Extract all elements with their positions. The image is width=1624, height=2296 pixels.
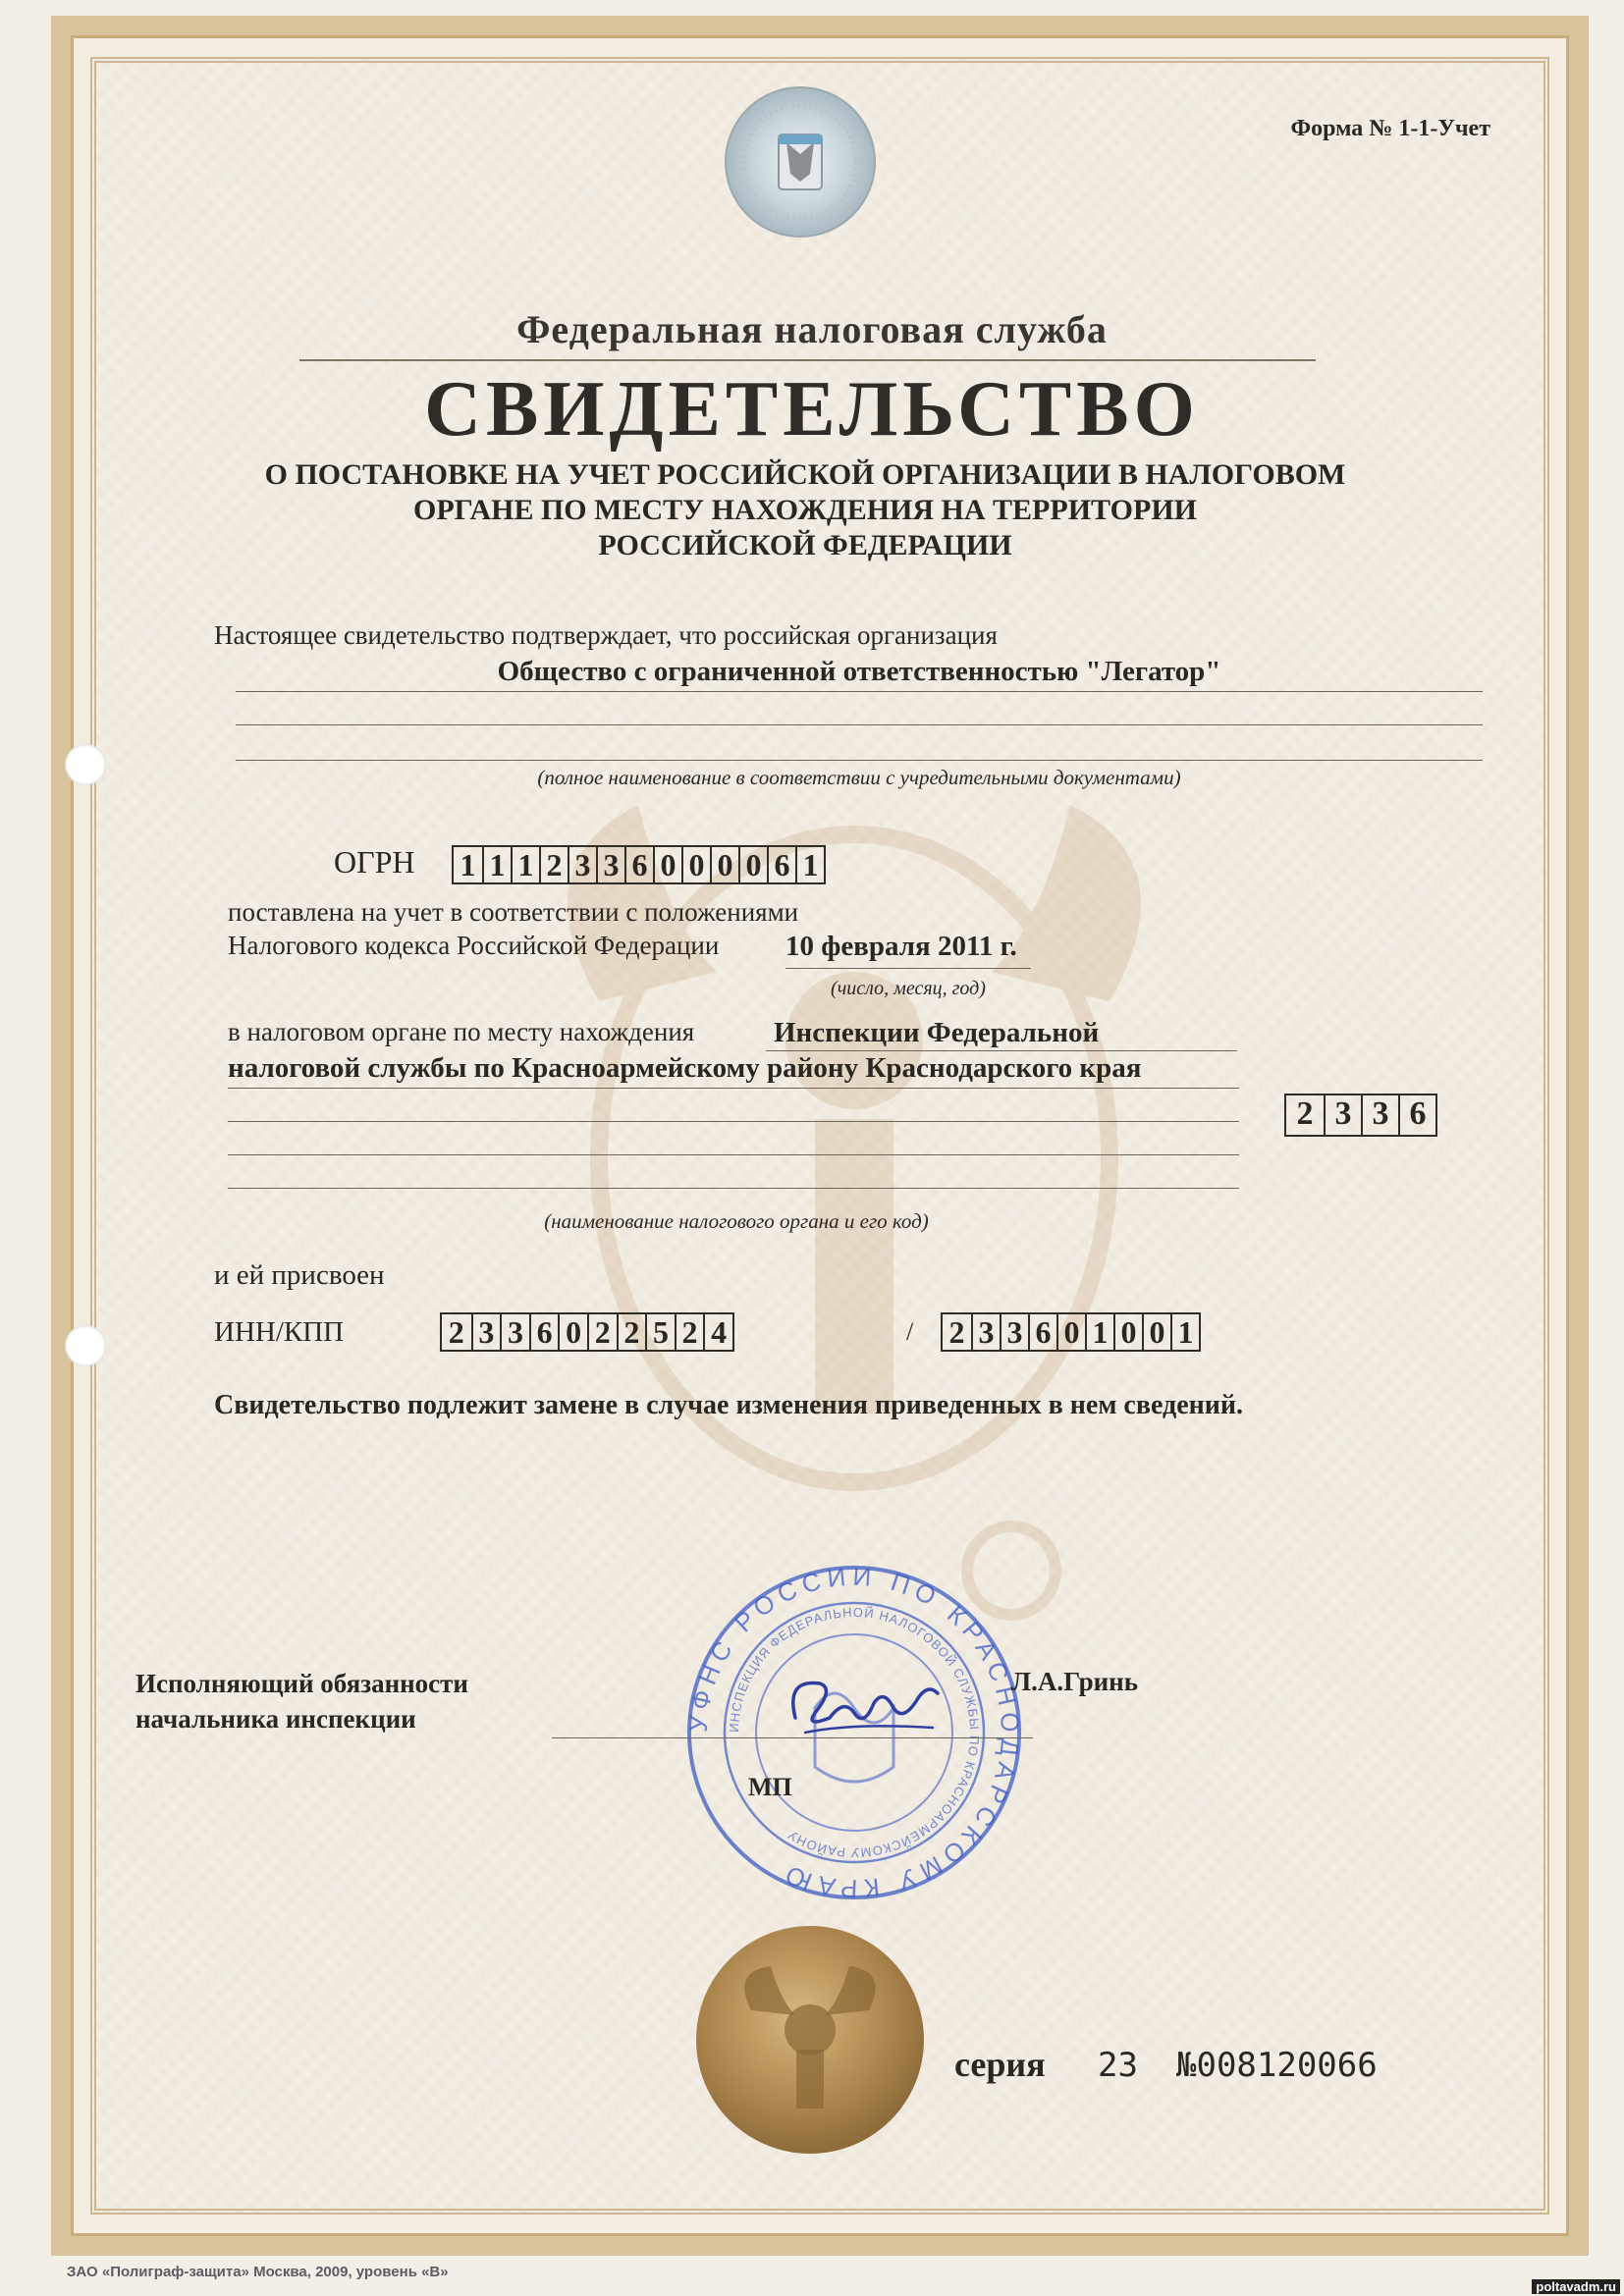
form-line <box>236 724 1483 725</box>
form-line <box>228 1154 1239 1155</box>
printer-imprint: ЗАО «Полиграф-защита» Москва, 2009, уровень «В» <box>67 2264 449 2280</box>
form-line <box>236 760 1483 761</box>
kpp-digit: 2 <box>948 1314 965 1350</box>
organization-name: Общество с ограниченной ответственностью "Легатор" <box>497 656 1221 687</box>
tax-organ-name-line2: налоговой службы по Красноармейскому району Краснодарского края <box>228 1052 1142 1084</box>
binder-hole <box>65 1325 106 1366</box>
ogrn-digit: 0 <box>681 847 710 882</box>
kpp-digit: 0 <box>1113 1314 1142 1350</box>
inn-digit: 4 <box>703 1314 732 1350</box>
registration-text: поставлена на учет в соответствии с положениями <box>228 897 799 927</box>
inn-kpp-separator: / <box>906 1317 914 1346</box>
form-line <box>236 691 1483 692</box>
replacement-note: Свидетельство подлежит замене в случае изменения приведенных в нем сведений. <box>214 1390 1244 1420</box>
code-digit: 3 <box>1324 1095 1361 1135</box>
subtitle-line: О ПОСТАНОВКЕ НА УЧЕТ РОССИЙСКОЙ ОРГАНИЗАЦИИ В НАЛОГОВОМ <box>264 458 1346 491</box>
certificate-number: №008120066 <box>1176 2046 1378 2085</box>
code-digit: 6 <box>1398 1095 1435 1135</box>
series-label: серия <box>954 2045 1046 2084</box>
form-line <box>785 968 1031 969</box>
ogrn-digit: 2 <box>539 847 568 882</box>
kpp-digit: 3 <box>1000 1314 1028 1350</box>
kpp-digit: 1 <box>1085 1314 1113 1350</box>
inn-digit: 0 <box>558 1314 587 1350</box>
ogrn-digit: 1 <box>482 847 511 882</box>
stamp-outer-text: УФНС РОССИИ ПО КРАСНОДАРСКОМУ КРАЮ <box>682 1561 1026 1904</box>
kpp-digit: 0 <box>1142 1314 1170 1350</box>
inn-digit: 3 <box>500 1314 529 1350</box>
binder-hole <box>65 744 106 785</box>
ogrn-digit: 1 <box>460 847 476 882</box>
series-value: 23 <box>1098 2046 1138 2085</box>
inn-digit: 2 <box>448 1314 464 1350</box>
inn-digit: 3 <box>471 1314 501 1350</box>
code-digit: 3 <box>1361 1095 1398 1135</box>
form-number: Форма № 1-1-Учет <box>1290 116 1490 141</box>
document-title: СВИДЕТЕЛЬСТВО <box>424 366 1200 453</box>
tax-organ-name-line1: Инспекции Федеральной <box>774 1017 1100 1048</box>
inn-digit: 2 <box>675 1314 704 1350</box>
inn-digit: 2 <box>617 1314 646 1350</box>
inn-kpp-label: ИНН/КПП <box>214 1316 345 1348</box>
inn-digit-boxes <box>440 1312 734 1352</box>
inn-digit: 5 <box>645 1314 675 1350</box>
ogrn-digit: 0 <box>710 847 738 882</box>
signer-name: Л.А.Гринь <box>1011 1667 1139 1696</box>
ogrn-digit: 6 <box>767 847 795 882</box>
confirm-text: Настоящее свидетельство подтверждает, что российская организация <box>214 620 998 650</box>
kpp-digit: 3 <box>971 1314 1000 1350</box>
code-digit: 2 <box>1296 1095 1314 1132</box>
signer-title <box>135 1666 468 1736</box>
kpp-digit: 0 <box>1056 1314 1085 1350</box>
form-line <box>228 1188 1239 1189</box>
subtitle-line: РОССИЙСКОЙ ФЕДЕРАЦИИ <box>598 529 1012 561</box>
subtitle-line: ОРГАНЕ ПО МЕСТУ НАХОЖДЕНИЯ НА ТЕРРИТОРИИ <box>412 494 1197 526</box>
site-watermark: poltavadm.ru <box>1532 2279 1620 2294</box>
assigned-label: и ей присвоен <box>214 1259 385 1291</box>
agency-underline <box>299 359 1316 361</box>
inn-digit: 6 <box>529 1314 559 1350</box>
tax-organ-code-boxes <box>1284 1094 1437 1137</box>
ogrn-digit: 1 <box>795 847 824 882</box>
tax-code-text: Налогового кодекса Российской Федерации <box>228 931 720 960</box>
ogrn-digit: 6 <box>624 847 653 882</box>
signature-icon <box>776 1659 952 1747</box>
form-line <box>228 1121 1239 1122</box>
tax-organ-label: в налоговом органе по месту нахождения <box>228 1017 695 1046</box>
ogrn-digit: 0 <box>738 847 767 882</box>
tax-organ-caption: (наименование налогового органа и его код) <box>544 1209 929 1233</box>
hologram-emblem-icon <box>722 83 879 240</box>
inn-digit: 2 <box>587 1314 617 1350</box>
kpp-digit-boxes <box>941 1312 1201 1352</box>
agency-name: Федеральная налоговая служба <box>516 307 1108 351</box>
seal-place-label: МП <box>748 1773 792 1801</box>
gold-eagle-seal-icon <box>692 1922 928 2158</box>
kpp-digit: 1 <box>1170 1314 1199 1350</box>
ogrn-digit: 3 <box>596 847 624 882</box>
document-subtitle <box>226 457 1384 563</box>
signature-line <box>552 1737 1033 1738</box>
signer-title-line: Исполняющий обязанности <box>135 1669 468 1698</box>
ogrn-digit: 3 <box>568 847 596 882</box>
form-line <box>766 1050 1237 1051</box>
kpp-digit: 6 <box>1028 1314 1056 1350</box>
stamp-inner-text: ИНСПЕКЦИЯ ФЕДЕРАЛЬНОЙ НАЛОГОВОЙ СЛУЖБЫ ПО КРАСНОАРМЕЙСКОМУ РАЙОНУ <box>726 1604 983 1861</box>
ogrn-digit: 1 <box>511 847 539 882</box>
organization-caption: (полное наименование в соответствии с учредительными документами) <box>537 766 1181 789</box>
form-line <box>228 1088 1239 1089</box>
signer-title-line: начальника инспекции <box>135 1704 416 1734</box>
date-caption: (число, месяц, год) <box>831 978 986 999</box>
ogrn-digit-boxes <box>452 845 826 884</box>
registration-date: 10 февраля 2011 г. <box>785 931 1017 962</box>
ogrn-digit: 0 <box>653 847 681 882</box>
ogrn-label: ОГРН <box>334 844 415 880</box>
